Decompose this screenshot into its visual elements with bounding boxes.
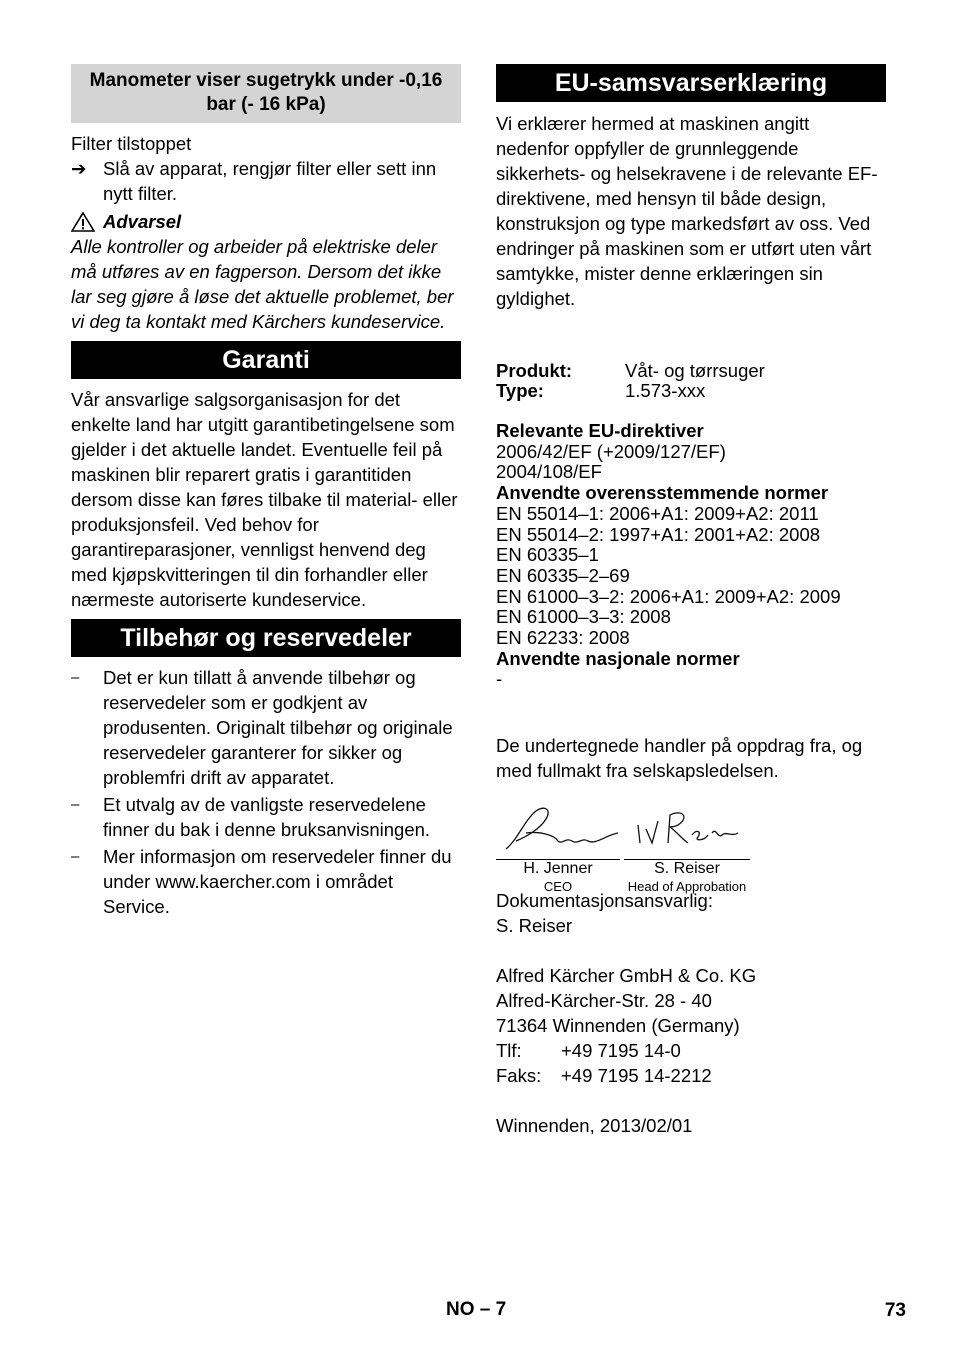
phone-label: Tlf: — [496, 1040, 522, 1062]
company-name: Alfred Kärcher GmbH & Co. KG — [496, 965, 757, 987]
product-row — [496, 361, 886, 381]
product-block — [496, 361, 886, 401]
signature-block — [496, 803, 886, 895]
place-date: Winnenden, 2013/02/01 — [496, 1115, 693, 1137]
remedy-line — [71, 156, 461, 206]
standards-block — [496, 421, 886, 690]
signer-name-reiser: S. Reiser — [654, 860, 720, 878]
right-column — [496, 64, 886, 1138]
signer-name-jenner: H. Jenner — [523, 860, 593, 878]
type-value: 1.573-xxx — [625, 380, 706, 401]
phone-value: +49 7195 14-0 — [561, 1040, 681, 1062]
national-value: - — [496, 668, 503, 690]
remedy-text: Slå av apparat, rengjør filter eller sett inn nytt filter. — [103, 158, 437, 204]
standards-heading: Anvendte overensstemmende normer — [496, 482, 829, 504]
product-value: Våt- og tørrsuger — [625, 360, 765, 381]
directive-item: 2004/108/EF — [496, 461, 602, 483]
address-block — [496, 963, 886, 1088]
list-item: – Det er kun tillatt å anvende tilbehør og reservedeler som er godkjent av produsenten. Originalt tilbehør og originale reservedeler garanterer for sikker og problemfri drift av apparatet. — [71, 667, 453, 788]
cause-text: Filter tilstoppet — [71, 133, 192, 154]
standard-item: EN 60335–1 — [496, 544, 599, 566]
undersigned-text: De undertegnede handler på oppdrag fra, og med fullmakt fra selskapsledelsen. — [496, 735, 863, 782]
dash-bullet: – — [71, 796, 80, 813]
garanti-text: Vår ansvarlige salgsorganisasjon for det enkelte land har utgitt garantibetingelsene som gjelder i det aktuelle landet. Eventuelle feil på maskinen blir reparert gratis i garantitiden dersom disse kan føres tilbake til material- eller produksjonsfeil. Ved behov for garantireparasjoner, vennligst henvend deg med kjøpskvitteringen til din forhandler eller nærmeste autoriserte kundeservice. — [71, 389, 458, 610]
signer-role-reiser: Head of Approbation — [627, 879, 747, 895]
accessories-list — [71, 665, 461, 919]
arrow-right-icon: ➔ — [71, 158, 87, 179]
doc-responsible-name: S. Reiser — [496, 915, 573, 937]
phone-row — [496, 1038, 886, 1063]
standard-item: EN 55014–2: 1997+A1: 2001+A2: 2008 — [496, 523, 821, 545]
directive-item: 2006/42/EF (+2009/127/EF) — [496, 440, 726, 462]
handwritten-signature-reiser — [624, 803, 750, 853]
warning-title: Advarsel — [103, 211, 182, 232]
list-item: – Mer informasjon om reservedeler finner du under www.kaercher.com i området Service. — [71, 846, 452, 917]
section-heading-eu: EU-samsvarserklæring — [496, 64, 886, 102]
dash-bullet: – — [71, 848, 80, 865]
signer-role-jenner: CEO — [543, 879, 573, 895]
standard-item: EN 61000–3–2: 2006+A1: 2009+A2: 2009 — [496, 585, 841, 607]
handwritten-signature-jenner — [496, 803, 620, 853]
doc-responsible-label: Dokumentasjonsansvarlig: — [496, 890, 713, 912]
page-number: 73 — [884, 1300, 906, 1321]
city-address: 71364 Winnenden (Germany) — [496, 1015, 740, 1037]
fax-value: +49 7195 14-2212 — [561, 1065, 712, 1087]
list-item: – Et utvalg av de vanligste reservedelene finner du bak i denne bruksanvisningen. — [71, 794, 431, 840]
standard-item: EN 61000–3–3: 2008 — [496, 606, 671, 628]
fax-row — [496, 1063, 886, 1088]
standard-item: EN 62233: 2008 — [496, 627, 630, 649]
section-heading-accessories: Tilbehør og reservedeler — [71, 619, 461, 657]
type-label: Type: — [496, 380, 544, 401]
street-address: Alfred-Kärcher-Str. 28 - 40 — [496, 990, 712, 1012]
warning-text: Alle kontroller og arbeider på elektriske deler må utføres av en fagperson. Dersom det ikke lar seg gjøre å løse det aktuelle problemet, ber vi deg ta kontakt med Kärchers kundeservice. — [71, 236, 454, 332]
left-column — [71, 64, 461, 921]
type-row — [496, 381, 886, 401]
fax-label: Faks: — [496, 1065, 542, 1087]
eu-declaration-text: Vi erklærer hermed at maskinen angitt nedenfor oppfyller de grunnleggende sikkerhets- og helsekravene i de relevante EF-direktivene, med hensyn til både design, konstruksjon og type markedsført av oss. Ved endringer på maskinen som er utført uten vårt samtykke, mister denne erklæringen sin gyldighet. — [496, 113, 878, 309]
standard-item: EN 60335–2–69 — [496, 564, 630, 586]
standard-item: EN 55014–1: 2006+A1: 2009+A2: 2011 — [496, 502, 819, 524]
warning-heading — [71, 209, 461, 234]
footer-section-page: – 7 — [479, 1299, 507, 1320]
warning-triangle-icon — [71, 212, 95, 232]
dash-bullet: – — [71, 669, 80, 686]
signature-reiser — [624, 803, 750, 896]
section-heading-garanti: Garanti — [71, 341, 461, 379]
product-label: Produkt: — [496, 360, 573, 381]
footer-section-code — [446, 1297, 506, 1322]
footer-language: NO — [446, 1299, 475, 1320]
directives-heading: Relevante EU-direktiver — [496, 420, 704, 441]
signature-jenner — [496, 803, 620, 896]
troubleshoot-heading: Manometer viser sugetrykk under -0,16 bar (- 16 kPa) — [71, 64, 461, 123]
national-heading: Anvendte nasjonale normer — [496, 647, 740, 669]
